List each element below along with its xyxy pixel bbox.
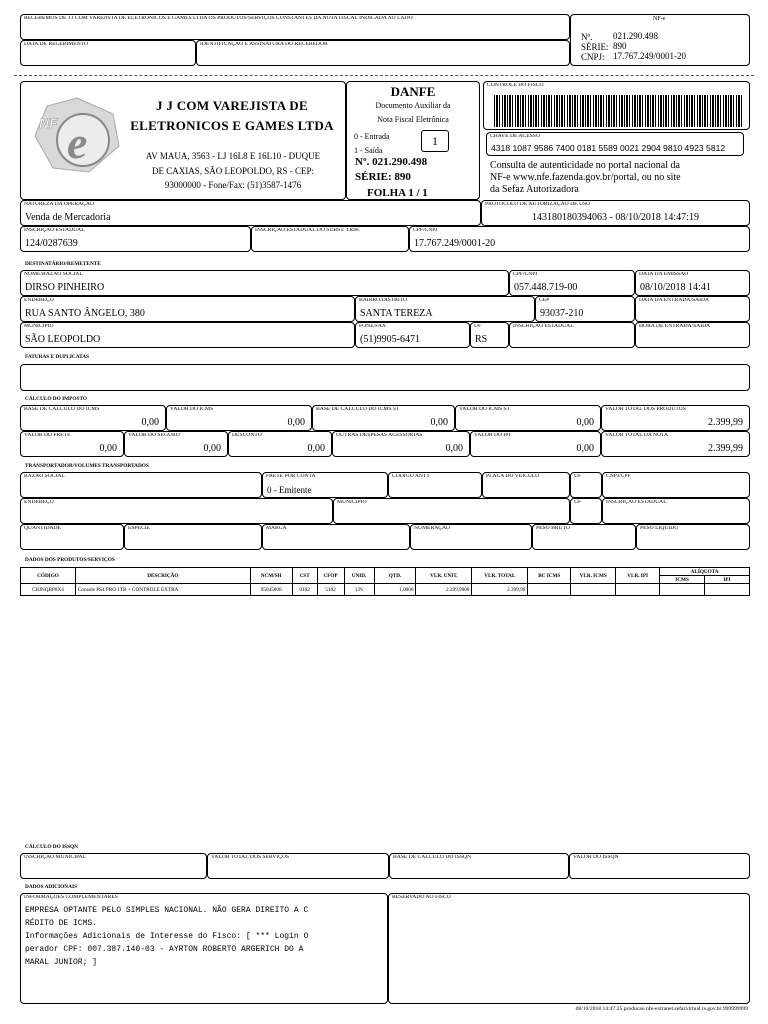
uf-label: UF: [474, 324, 482, 329]
col-header: IPI: [705, 576, 750, 584]
recipient-section: DESTINATÁRIO/REMETENTE: [25, 261, 101, 267]
outras-box: [332, 431, 470, 457]
danfe-saida: 1 - Saída: [354, 146, 383, 155]
transp-liquido-label: PESO LÍQUIDO: [640, 526, 679, 531]
nome-value: DIRSO PINHEIRO: [25, 282, 105, 293]
chave-acesso-box: [486, 132, 744, 156]
emitter-cnpj-box: [409, 226, 750, 252]
cell-cfop: 5102: [317, 584, 344, 596]
issqn-vserv-label: VALOR TOTAL DOS SERVIÇOS: [211, 855, 289, 860]
bc-st-box: [312, 405, 455, 431]
natureza-box: [20, 200, 481, 226]
cell-vtotal: 2.399,99: [472, 584, 528, 596]
municipio-box: [20, 322, 355, 348]
cell-vipi: [616, 584, 660, 596]
transp-especie-label: ESPÉCIE: [128, 526, 151, 531]
tax-section: CÁLCULO DO IMPOSTO: [25, 396, 88, 402]
hora-label: HORA DE ENTRADA/SAÍDA: [639, 324, 711, 329]
fone-label: FONE/FAX: [359, 324, 386, 329]
danfe-box: [346, 81, 480, 200]
col-header: VLR. ICMS: [571, 568, 616, 584]
cell-cst: 0102: [292, 584, 317, 596]
emissao-value: 08/10/2018 14:41: [640, 282, 711, 293]
col-header: VLR. UNIT.: [416, 568, 472, 584]
ie-box: [20, 226, 251, 252]
transp-antt-box: [388, 472, 482, 498]
danfe-entrada: 0 - Entrada: [354, 132, 390, 141]
svg-text:NF: NF: [39, 115, 58, 131]
frete-label: VALOR DO FRETE: [24, 433, 71, 438]
hora-box: [635, 322, 750, 348]
col-header: CFOP: [317, 568, 344, 584]
issqn-bc-label: BASE DE CÁLCULO DO ISSQN: [393, 855, 472, 860]
col-header: QTD.: [374, 568, 416, 584]
desconto-value: 0,00: [307, 443, 325, 454]
cell-qtd: 1,0000: [374, 584, 416, 596]
col-header: CÓDIGO: [21, 568, 76, 584]
transp-placa-label: PLACA DO VEÍCULO: [486, 474, 540, 479]
fone-box: [355, 322, 470, 348]
nota-total-box: [601, 431, 750, 457]
transp-uf2-label: UF: [574, 500, 582, 505]
receipt-nfe-label: NF-e: [653, 16, 666, 22]
col-header: ICMS: [660, 576, 705, 584]
transp-numeracao-box: [410, 524, 532, 550]
transp-frete-box: [262, 472, 388, 498]
transp-cnpj-label: CNPJ/CPF: [606, 474, 631, 479]
danfe-subtitle2: Nota Fiscal Eletrônica: [377, 115, 449, 124]
emitter-address-line3: 93000000 - Fone/Fax: (51)3587-1476: [164, 180, 302, 190]
nota-total-label: VALOR TOTAL DA NOTA: [605, 433, 669, 438]
frete-box: [20, 431, 124, 457]
transp-uf2-box: [570, 498, 602, 524]
nfe-logo: [33, 96, 121, 174]
transp-razao-box: [20, 472, 262, 498]
transp-frete-label: FRETE POR CONTA: [266, 474, 316, 479]
transp-marca-box: [262, 524, 410, 550]
receipt-numero-key: Nº.: [581, 32, 593, 42]
receipt-header-box: [20, 14, 570, 40]
reservado-fisco-box: [388, 893, 750, 1004]
danfe-subtitle1: Documento Auxiliar da: [375, 101, 451, 110]
cell-bcicms: [528, 584, 571, 596]
products-header-row: [21, 568, 750, 576]
protocolo-value: 143180180394063 - 08/10/2018 14:47:19: [532, 212, 699, 223]
bairro-box: [355, 296, 535, 322]
chave-acesso-value: 4318 1087 9586 7400 0181 5589 0021 2904 9810 4923 5812: [491, 143, 726, 153]
cep-box: [535, 296, 635, 322]
ie-st-label: INSCRIÇÃO ESTADUAL DO SUBST. TRIB.: [255, 228, 361, 233]
v-icms-label: VALOR DO ICMS: [170, 407, 214, 412]
transp-endereco-label: ENDEREÇO: [24, 500, 54, 505]
ie-value: 124/0287639: [25, 238, 78, 249]
frete-value: 0,00: [99, 443, 117, 454]
col-header: UNID.: [344, 568, 374, 584]
table-row: [21, 584, 750, 596]
transp-numeracao-label: NUMERAÇÃO: [414, 526, 451, 531]
seguro-label: VALOR DO SEGURO: [128, 433, 180, 438]
info-line: EMPRESA OPTANTE PELO SIMPLES NACIONAL. NÃO GERA DIREITO A C: [25, 906, 309, 915]
receipt-serie-value: 890: [613, 41, 627, 51]
consulta-line2: NF-e www.nfe.fazenda.gov.br/portal, ou no site: [490, 172, 681, 183]
col-header: NCM/SH: [250, 568, 292, 584]
nota-total-value: 2.399,99: [708, 443, 743, 454]
receipt-cnpj-key: CNPJ:: [581, 52, 605, 62]
receipt-numero-value: 021.290.498: [613, 31, 658, 41]
bc-icms-value: 0,00: [141, 417, 159, 428]
info-line: perador CPF: 007.387.140-03 - AYRTON ROBERTO ARGERICH DO A: [25, 945, 304, 954]
additional-section: DADOS ADICIONAIS: [25, 884, 77, 890]
transp-placa-box: [482, 472, 570, 498]
endereco-box: [20, 296, 355, 322]
receipt-nfe-box: [570, 14, 750, 66]
bc-st-label: BASE DE CÁLCULO DO ICMS ST: [316, 407, 400, 412]
cell-unid: UN: [344, 584, 374, 596]
danfe-serie: SÉRIE: 890: [355, 171, 411, 183]
info-complementares-box: [20, 893, 388, 1004]
desconto-box: [228, 431, 332, 457]
svg-text:e: e: [67, 117, 88, 168]
desconto-label: DESCONTO: [232, 433, 262, 438]
aliquota-header: ALÍQUOTA: [660, 568, 750, 576]
cell-vunit: 2.399,9900: [416, 584, 472, 596]
receipt-sign-box: [196, 40, 570, 66]
controle-fisco-box: [483, 81, 750, 130]
danfe-title: DANFE: [390, 84, 436, 99]
transp-razao-label: RAZÃO SOCIAL: [24, 474, 65, 479]
cell-aliq-ipi: [705, 584, 750, 596]
transp-ie-box: [602, 498, 750, 524]
cell-ncm: 95045000: [250, 584, 292, 596]
bc-icms-box: [20, 405, 166, 431]
endereco-value: RUA SANTO ÂNGELO, 380: [25, 308, 145, 319]
info-line: RÉDITO DE ICMS.: [25, 919, 98, 928]
cell-descricao: Console PS4 PRO 1TB + CONTROLE EXTRA: [75, 584, 250, 596]
seguro-value: 0,00: [203, 443, 221, 454]
bairro-value: SANTA TEREZA: [360, 308, 433, 319]
emitter-name-line2: ELETRONICOS E GAMES LTDA: [130, 118, 334, 133]
issqn-v-label: VALOR DO ISSQN: [573, 855, 619, 860]
issqn-v-box: [569, 853, 750, 879]
danfe-folha: FOLHA 1 / 1: [367, 187, 428, 199]
receipt-sign-label: IDENTIFICAÇÃO E ASSINATURA DO RECEBEDOR: [200, 42, 328, 47]
v-icms-value: 0,00: [287, 417, 305, 428]
outras-label: OUTRAS DESPESAS ACESSÓRIAS: [336, 433, 423, 438]
uf-value: RS: [475, 334, 488, 345]
transp-qtd-box: [20, 524, 124, 550]
receipt-date-label: DATA DE RECEBIMENTO: [24, 42, 89, 47]
receipt-header-text: RECEBEMOS DE J J COM VAREJISTA DE ELETRONICOS E GAMES LTDA OS PRODUTOS/SERVIÇOS CONSTANTES DA NOTA FISCAL INDICADA AO LADO: [24, 16, 413, 21]
outras-value: 0,00: [445, 443, 463, 454]
transp-qtd-label: QUANTIDADE: [24, 526, 61, 531]
col-header: VLR. IPI: [616, 568, 660, 584]
ipi-value: 0,00: [576, 443, 594, 454]
transp-uf-box: [570, 472, 602, 498]
natureza-label: NATUREZA DA OPERAÇÃO: [24, 202, 94, 207]
cell-codigo: CBJNQBP8X4: [21, 584, 76, 596]
issqn-vserv-box: [207, 853, 389, 879]
endereco-label: ENDEREÇO: [24, 298, 54, 303]
footer-text: 08/10/2018 14:47:25 producao nfe-extranet.sefazvirtual.rs.gov.br 999999999: [575, 1006, 748, 1012]
transp-uf-label: UF: [574, 474, 582, 479]
ie-label: INSCRIÇÃO ESTADUAL: [24, 228, 85, 233]
col-header: DESCRIÇÃO: [75, 568, 250, 584]
emitter-cnpj-label: CPF/CNPJ: [413, 228, 438, 233]
v-st-box: [455, 405, 601, 431]
data-entrada-label: DATA DA ENTRADA/SAÍDA: [639, 298, 710, 303]
danfe-tipo: 1: [421, 130, 449, 152]
col-header: VLR. TOTAL: [472, 568, 528, 584]
nome-label: NOME/RAZÃO SOCIAL: [24, 272, 83, 277]
issqn-bc-box: [389, 853, 569, 879]
transp-cnpj-box: [602, 472, 750, 498]
transp-municipio-box: [333, 498, 570, 524]
transp-antt-label: CÓDIGO ANTT: [392, 474, 430, 479]
ipi-label: VALOR DO IPI: [474, 433, 511, 438]
v-icms-box: [166, 405, 312, 431]
receipt-cnpj-value: 17.767.249/0001-20: [613, 51, 686, 61]
transp-liquido-box: [636, 524, 750, 550]
controle-fisco-label: CONTROLE DO FISCO: [487, 83, 544, 88]
info-complementares-label: INFORMAÇÕES COMPLEMENTARES: [24, 895, 118, 900]
issqn-im-label: INSCRIÇÃO MUNICIPAL: [24, 855, 87, 860]
receipt-serie-key: SÉRIE:: [581, 42, 609, 52]
cep-label: CEP: [539, 298, 550, 303]
products-section: DADOS DOS PRODUTOS/SERVIÇOS: [25, 557, 115, 563]
nome-box: [20, 270, 509, 296]
info-line: Informações Adicionais de Interesse do Fisco: [ *** Login O: [25, 932, 309, 941]
v-prod-label: VALOR TOTAL DOS PRODUTOS: [605, 407, 686, 412]
col-header: CST: [292, 568, 317, 584]
transp-municipio-label: MUNICÍPIO: [337, 500, 367, 505]
transp-marca-label: MARCA: [266, 526, 287, 531]
data-entrada-box: [635, 296, 750, 322]
cell-aliq-icms: [660, 584, 705, 596]
emitter-address-line1: AV MAUA, 3563 - LJ 16L8 E 16L10 - DUQUE: [145, 151, 321, 161]
receipt-date-box: [20, 40, 196, 66]
transp-bruto-box: [532, 524, 636, 550]
emitter-box: [20, 81, 346, 200]
municipio-label: MUNICÍPIO: [24, 324, 54, 329]
cell-vicms: [571, 584, 616, 596]
issqn-section: CÁLCULO DO ISSQN: [25, 844, 78, 850]
transport-section: TRANSPORTADOR/VOLUMES TRANSPORTADOS: [25, 463, 149, 469]
emissao-label: DATA DA EMISSÃO: [639, 272, 689, 277]
cpf-value: 057.448.719-00: [514, 282, 578, 293]
emitter-name-line1: J J COM VAREJISTA DE: [156, 98, 308, 113]
bc-st-value: 0,00: [430, 417, 448, 428]
reservado-fisco-label: RESERVADO AO FISCO: [392, 895, 451, 900]
cut-line: [14, 75, 754, 76]
col-header: BC ICMS: [528, 568, 571, 584]
transp-bruto-label: PESO BRUTO: [536, 526, 570, 531]
protocolo-label: PROTOCOLO DE AUTORIZAÇÃO DE USO: [485, 202, 591, 207]
faturas-section: FATURAS E DUPLICATAS: [25, 354, 90, 360]
transp-ie-label: INSCRIÇÃO ESTADUAL: [606, 500, 667, 505]
emitter-cnpj-value: 17.767.249/0001-20: [414, 238, 496, 249]
emissao-box: [635, 270, 750, 296]
v-prod-box: [601, 405, 750, 431]
recipient-ie-box: [509, 322, 635, 348]
cpf-box: [509, 270, 635, 296]
faturas-box: [20, 364, 750, 391]
cep-value: 93037-210: [540, 308, 584, 319]
bairro-label: BAIRRO/DISTRITO: [359, 298, 408, 303]
fone-value: (51)9905-6471: [360, 334, 420, 345]
barcode: [494, 95, 742, 127]
v-prod-value: 2.399,99: [708, 417, 743, 428]
v-st-value: 0,00: [576, 417, 594, 428]
uf-box: [470, 322, 509, 348]
seguro-box: [124, 431, 228, 457]
issqn-im-box: [20, 853, 207, 879]
transp-especie-box: [124, 524, 262, 550]
chave-acesso-label: CHAVE DE ACESSO: [490, 134, 540, 139]
transp-endereco-box: [20, 498, 333, 524]
protocolo-box: [481, 200, 750, 226]
bc-icms-label: BASE DE CÁLCULO DO ICMS: [24, 407, 100, 412]
consulta-line1: Consulta de autenticidade no portal nacional da: [490, 160, 680, 171]
recipient-ie-label: INSCRIÇÃO ESTADUAL: [513, 324, 574, 329]
natureza-value: Venda de Mercadoria: [25, 212, 111, 223]
danfe-numero: Nº. 021.290.498: [355, 156, 428, 168]
cpf-label: CPF/CNPJ: [513, 272, 538, 277]
products-table: [20, 567, 750, 596]
ipi-box: [470, 431, 601, 457]
info-line: MARAL JUNIOR; ]: [25, 958, 98, 967]
municipio-value: SÃO LEOPOLDO: [25, 334, 101, 345]
v-st-label: VALOR DO ICMS ST: [459, 407, 511, 412]
consulta-line3: da Sefaz Autorizadora: [490, 184, 579, 195]
emitter-address-line2: DE CAXIAS, SÃO LEOPOLDO, RS - CEP:: [151, 166, 314, 176]
transp-frete-value: 0 - Emitente: [267, 485, 312, 495]
ie-st-box: [251, 226, 409, 252]
